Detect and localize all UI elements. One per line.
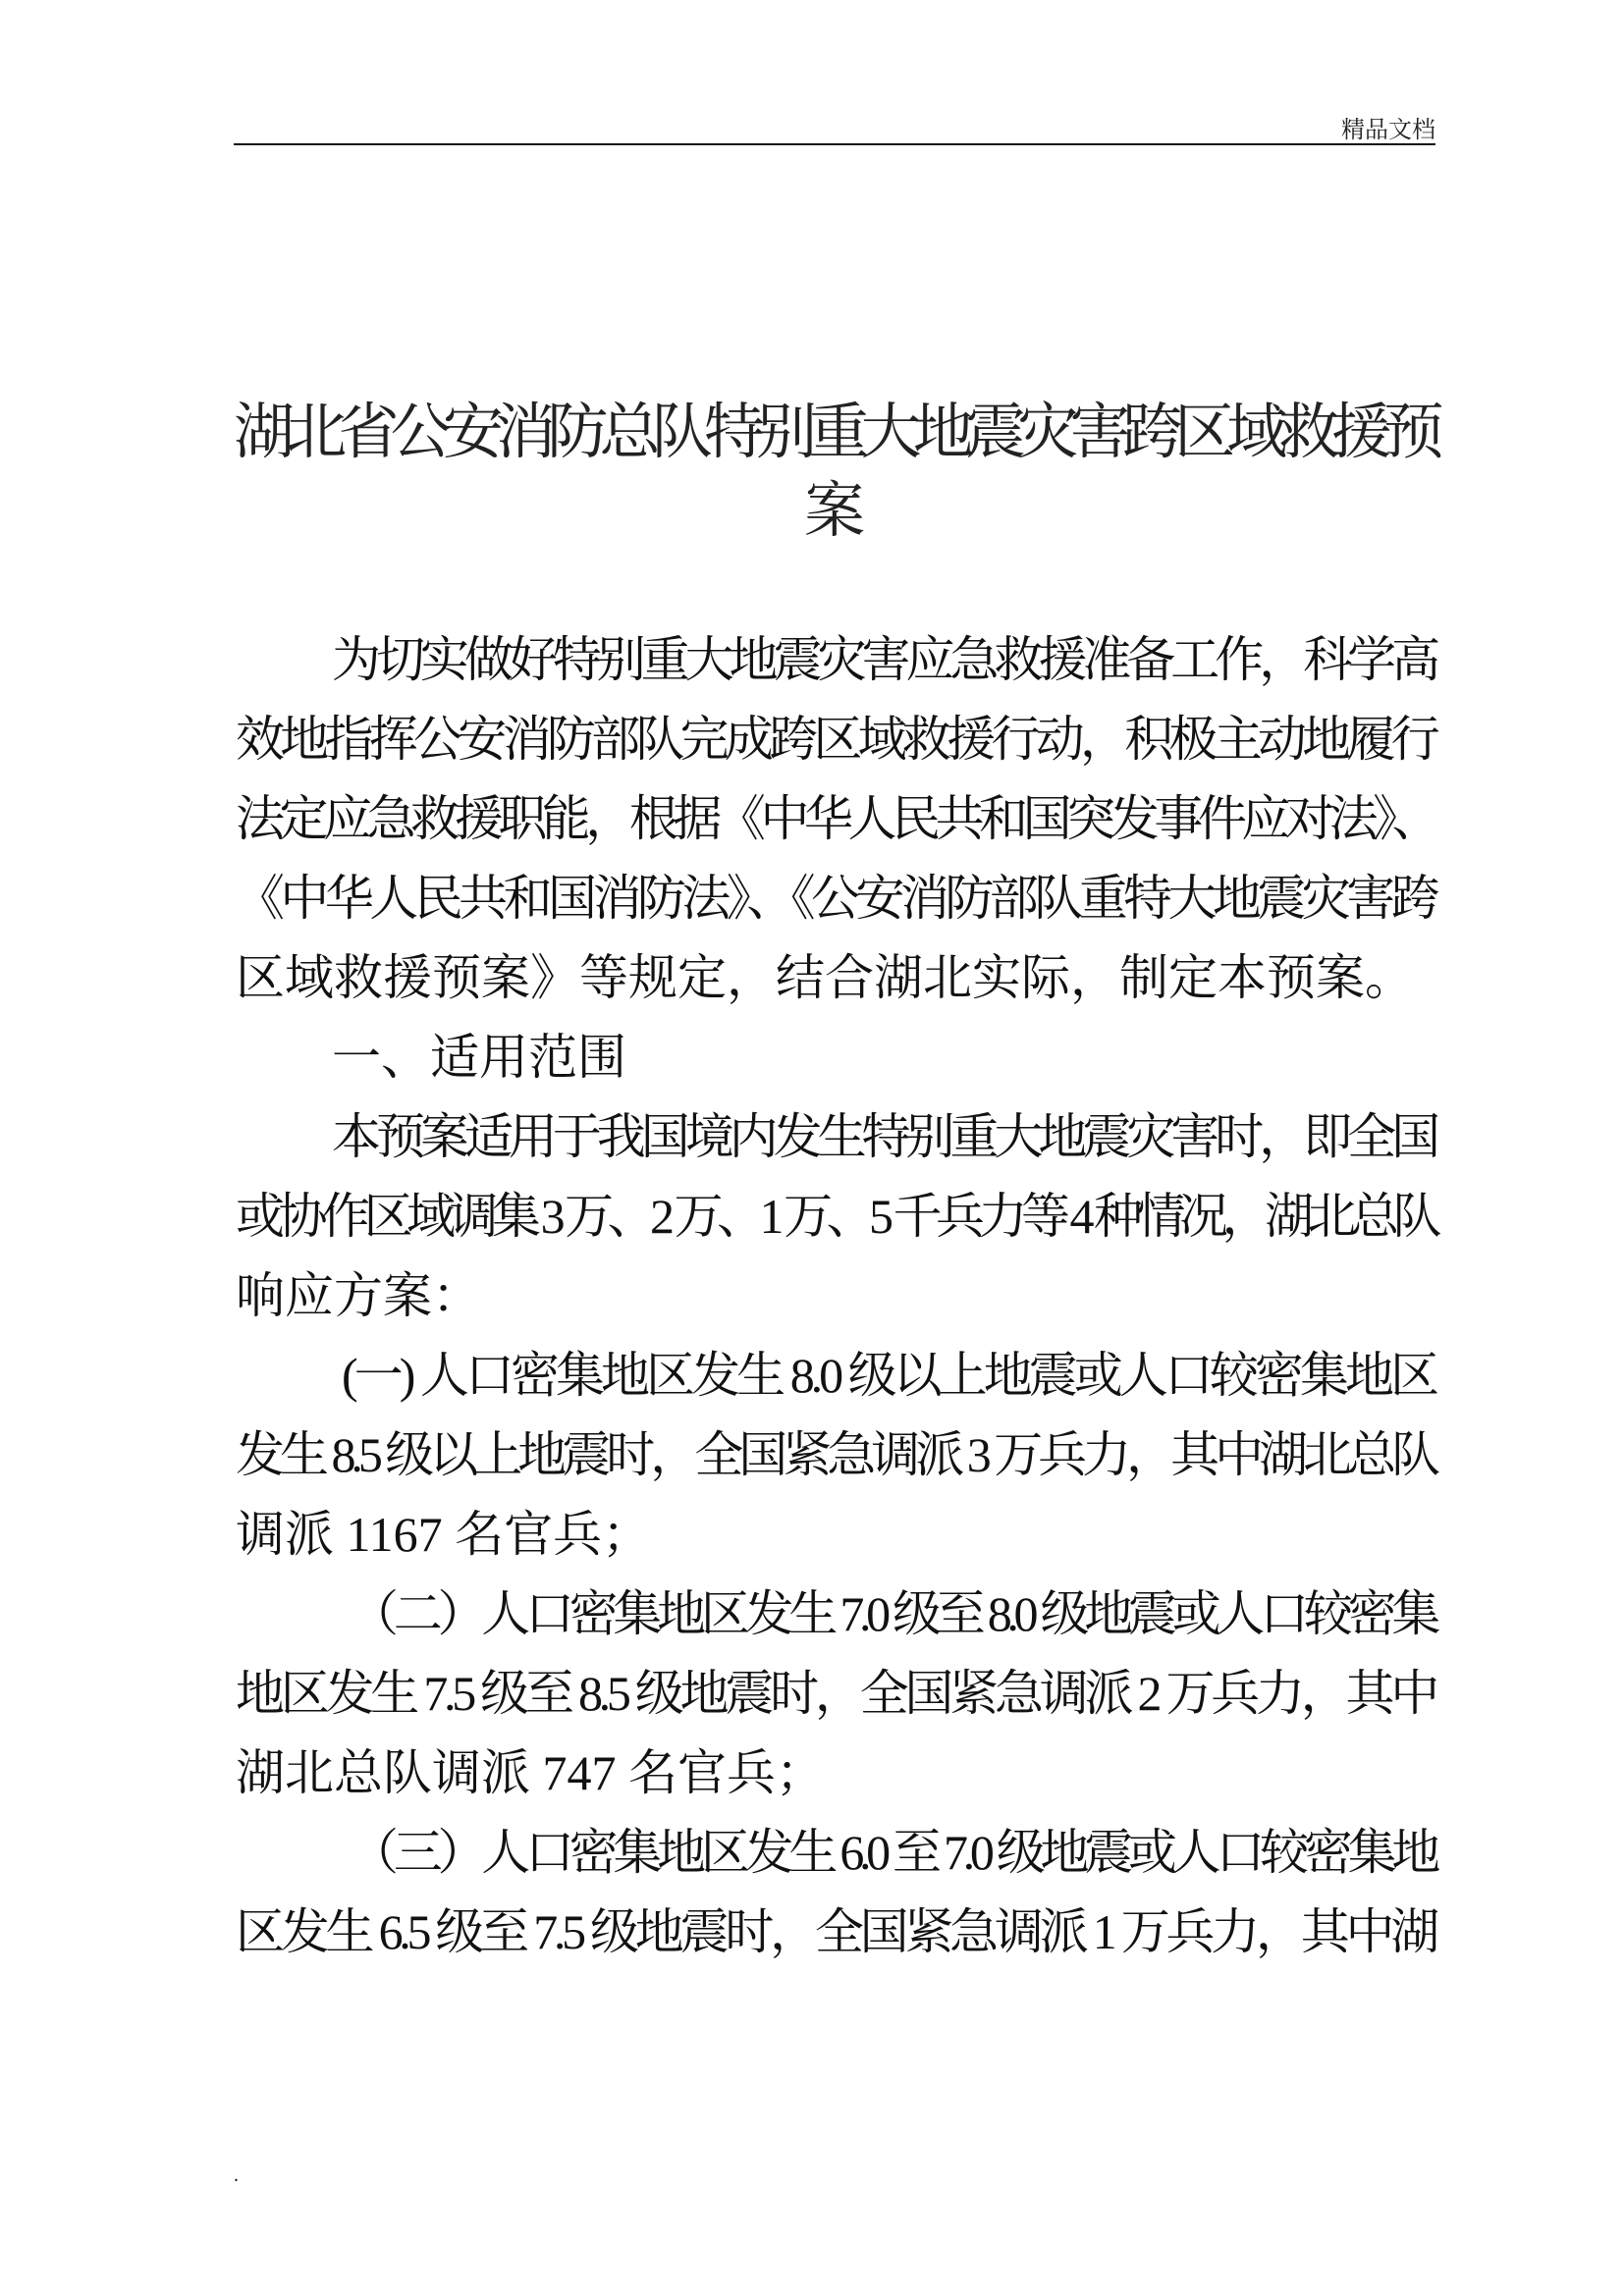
footer-mark: . <box>234 2164 239 2186</box>
paragraph-line: 调派 1167 名官兵； <box>236 1507 652 1562</box>
paragraph-line: 《中华人民共和国消防法》、《公安消防部队重特大地震灾害跨 <box>236 871 1435 926</box>
header-label: 精品文档 <box>1341 118 1435 143</box>
paragraph-line: （三）人口密集地区发生 6.0 至 7.0 级地震或人口较密集地 <box>350 1825 1435 1880</box>
document-title-line-2: 案 <box>803 478 865 545</box>
paragraph-line: (一) 人口密集地区发生 8.0 级以上地震或人口较密集地区 <box>342 1348 1435 1403</box>
paragraph-line: 法定应急救援职能，根据《中华人民共和国突发事件应对法》、 <box>236 791 1435 846</box>
document-title-line-1: 湖北省公安消防总队特别重大地震灾害跨区域救援预 <box>234 400 1435 466</box>
paragraph-line: 或协作区域调集 3 万、2 万、1 万、5 千兵力等 4 种情况，湖北总队 <box>236 1189 1435 1244</box>
section-heading: 一、适用范围 <box>332 1030 626 1085</box>
header-rule <box>234 143 1435 145</box>
paragraph-line: 地区发生 7.5 级至 8.5 级地震时，全国紧急调派 2 万兵力，其中 <box>236 1666 1435 1721</box>
paragraph-line: 湖北总队调派 747 名官兵； <box>236 1745 825 1800</box>
paragraph-line: 区发生 6.5 级至 7.5 级地震时，全国紧急调派 1 万兵力，其中湖 <box>236 1904 1435 1959</box>
paragraph-line: 为切实做好特别重大地震灾害应急救援准备工作，科学高 <box>332 632 1435 687</box>
paragraph-line: 响应方案： <box>236 1268 481 1323</box>
document-body <box>236 620 1435 1972</box>
paragraph-line: （二）人口密集地区发生 7.0 级至 8.0 级地震或人口较密集 <box>350 1586 1435 1641</box>
paragraph-line: 发生 8.5 级以上地震时，全国紧急调派 3 万兵力，其中湖北总队 <box>236 1427 1435 1482</box>
paragraph-line: 效地指挥公安消防部队完成跨区域救援行动，积极主动地履行 <box>236 712 1435 767</box>
paragraph-line: 区域救援预案》等规定，结合湖北实际，制定本预案。 <box>236 950 1414 1005</box>
paragraph-line: 本预案适用于我国境内发生特别重大地震灾害时，即全国 <box>332 1109 1435 1164</box>
